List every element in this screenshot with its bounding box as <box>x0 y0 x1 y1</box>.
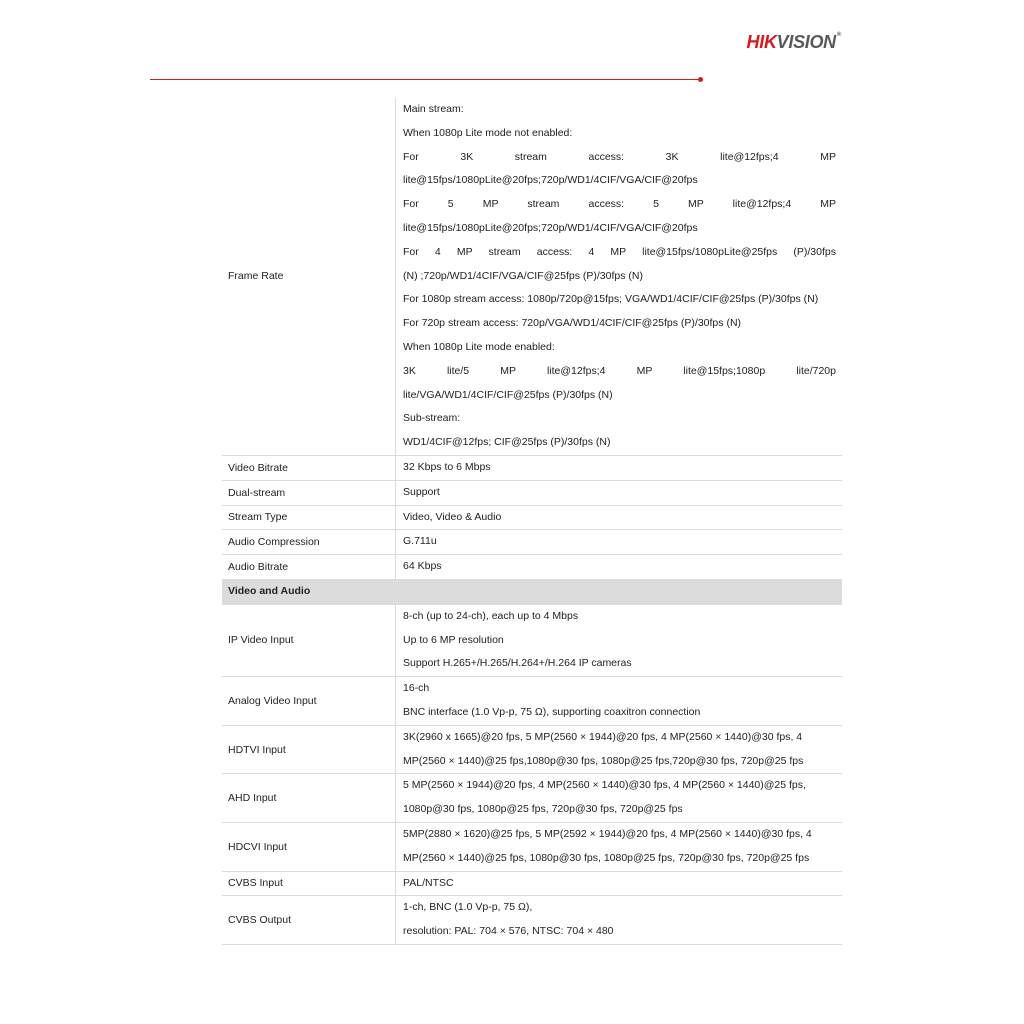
spec-table <box>222 98 842 945</box>
spec-value-line: For 1080p stream access: 1080p/720p@15fps; VGA/WD1/4CIF/CIF@25fps (P)/30fps (N) <box>403 293 819 306</box>
spec-value-line: 1-ch, BNC (1.0 Vp-p, 75 Ω), <box>403 901 533 914</box>
spec-value-line: BNC interface (1.0 Vp-p, 75 Ω), supporting coaxitron connection <box>403 705 701 718</box>
spec-value <box>396 725 843 774</box>
spec-value <box>396 480 843 505</box>
spec-value-line: (N) ;720p/WD1/4CIF/VGA/CIF@25fps (P)/30fps (N) <box>403 269 643 282</box>
spec-label: Audio Bitrate <box>222 555 396 580</box>
section-header-row <box>222 579 842 604</box>
spec-value-line: 1080p@30 fps, 1080p@25 fps, 720p@30 fps, 720p@25 fps <box>403 803 683 816</box>
spec-value-line: Main stream: <box>403 103 464 115</box>
spec-label: Frame Rate <box>222 98 396 455</box>
spec-label: Video Bitrate <box>222 455 396 480</box>
spec-value-line: PAL/NTSC <box>403 876 454 889</box>
hikvision-logo <box>747 32 841 53</box>
spec-row-analog-video-input <box>222 677 842 726</box>
spec-value-line: For 3K stream access: 3K lite@12fps;4 MP <box>403 150 836 163</box>
spec-value <box>396 555 843 580</box>
spec-value <box>396 896 843 945</box>
spec-row-hdcvi-input <box>222 822 842 871</box>
spec-label: AHD Input <box>222 774 396 823</box>
spec-label: CVBS Output <box>222 896 396 945</box>
spec-value-line: Up to 6 MP resolution <box>403 633 504 646</box>
spec-value-line: For 720p stream access: 720p/VGA/WD1/4CIF/CIF@25fps (P)/30fps (N) <box>403 317 742 330</box>
spec-value-line: lite/VGA/WD1/4CIF/CIF@25fps (P)/30fps (N) <box>403 388 613 401</box>
logo-hik-text: HIK <box>746 32 777 52</box>
spec-row-cvbs-output <box>222 896 842 945</box>
spec-value-line: For 5 MP stream access: 5 MP lite@12fps;4 MP <box>403 198 836 211</box>
spec-value-line: 64 Kbps <box>403 560 442 573</box>
spec-row-dual-stream <box>222 480 842 505</box>
spec-table-body <box>222 98 842 944</box>
spec-value-line: resolution: PAL: 704 × 576, NTSC: 704 × 480 <box>403 925 614 938</box>
spec-value-line: 3K lite/5 MP lite@12fps;4 MP lite@15fps;1080p lite/720p <box>403 364 836 377</box>
spec-value-line: Sub-stream: <box>403 412 461 425</box>
spec-value <box>396 530 843 555</box>
spec-value <box>396 505 843 530</box>
spec-value-line: lite@15fps/1080pLite@20fps;720p/WD1/4CIF/VGA/CIF@20fps <box>403 174 698 187</box>
spec-value <box>396 98 843 455</box>
spec-value-line: When 1080p Lite mode not enabled: <box>403 126 573 139</box>
spec-row-frame-rate <box>222 98 842 455</box>
spec-value <box>396 871 843 896</box>
spec-value-line: 16-ch <box>403 682 430 695</box>
spec-value-line: lite@15fps/1080pLite@20fps;720p/WD1/4CIF/VGA/CIF@20fps <box>403 221 698 234</box>
spec-value <box>396 822 843 871</box>
header-divider-dot <box>698 77 703 82</box>
spec-row-hdtvi-input <box>222 725 842 774</box>
logo-vision-text: VISION <box>776 32 836 52</box>
spec-value-line: 32 Kbps to 6 Mbps <box>403 460 491 473</box>
section-title: Video and Audio <box>222 579 842 604</box>
spec-row-cvbs-input <box>222 871 842 896</box>
spec-row-stream-type <box>222 505 842 530</box>
spec-value <box>396 455 843 480</box>
spec-value-line: Support H.265+/H.265/H.264+/H.264 IP cameras <box>403 657 632 670</box>
spec-value-line: 3K(2960 x 1665)@20 fps, 5 MP(2560 × 1944)@20 fps, 4 MP(2560 × 1440)@30 fps, 4 <box>403 730 803 743</box>
spec-row-ip-video-input <box>222 604 842 676</box>
spec-label: Dual-stream <box>222 480 396 505</box>
spec-label: Analog Video Input <box>222 677 396 726</box>
spec-label: Stream Type <box>222 505 396 530</box>
spec-label: HDCVI Input <box>222 822 396 871</box>
spec-value-line: WD1/4CIF@12fps; CIF@25fps (P)/30fps (N) <box>403 436 611 449</box>
spec-value-line: Video, Video & Audio <box>403 510 502 523</box>
spec-row-video-bitrate <box>222 455 842 480</box>
header-divider-line <box>150 79 698 80</box>
logo-registered-mark: ® <box>836 32 841 38</box>
spec-label: HDTVI Input <box>222 725 396 774</box>
spec-value-line: 5 MP(2560 × 1944)@20 fps, 4 MP(2560 × 1440)@30 fps, 4 MP(2560 × 1440)@25 fps, <box>403 779 806 792</box>
spec-label: IP Video Input <box>222 604 396 676</box>
spec-row-ahd-input <box>222 774 842 823</box>
spec-value <box>396 677 843 726</box>
spec-value-line: For 4 MP stream access: 4 MP lite@15fps/1080pLite@25fps (P)/30fps <box>403 245 836 258</box>
spec-value-line: 5MP(2880 × 1620)@25 fps, 5 MP(2592 × 1944)@20 fps, 4 MP(2560 × 1440)@30 fps, 4 <box>403 827 812 840</box>
spec-value-line: G.711u <box>403 535 437 548</box>
spec-label: Audio Compression <box>222 530 396 555</box>
spec-value-line: MP(2560 × 1440)@25 fps,1080p@30 fps, 1080p@25 fps,720p@30 fps, 720p@25 fps <box>403 754 804 767</box>
spec-row-audio-compression <box>222 530 842 555</box>
spec-value-line: MP(2560 × 1440)@25 fps, 1080p@30 fps, 1080p@25 fps, 720p@30 fps, 720p@25 fps <box>403 851 810 864</box>
spec-value <box>396 774 843 823</box>
spec-row-audio-bitrate <box>222 555 842 580</box>
spec-value <box>396 604 843 676</box>
spec-label: CVBS Input <box>222 871 396 896</box>
spec-value-line: 8-ch (up to 24-ch), each up to 4 Mbps <box>403 609 579 622</box>
spec-value-line: When 1080p Lite mode enabled: <box>403 340 555 353</box>
spec-value-line: Support <box>403 485 440 498</box>
